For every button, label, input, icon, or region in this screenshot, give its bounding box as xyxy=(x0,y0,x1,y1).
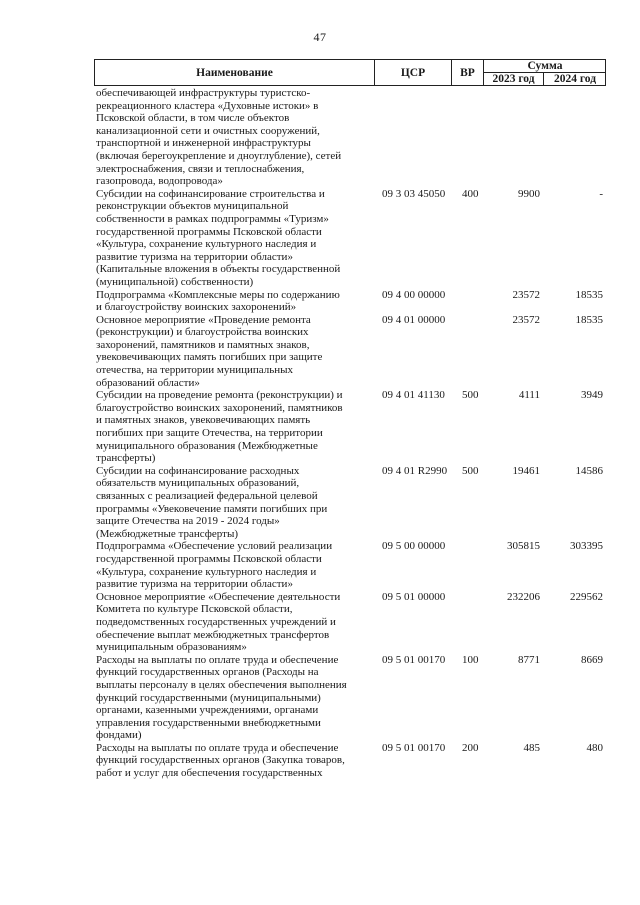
table-row xyxy=(94,540,606,590)
row-name-line: Подпрограмма «Обеспечение условий реализации xyxy=(96,540,333,553)
row-name-line: работ и услуг для обеспечения государственных xyxy=(96,767,323,780)
row-sum-2023: 19461 xyxy=(512,464,540,477)
row-vr: 100 xyxy=(462,653,479,666)
row-sum-2024: 480 xyxy=(586,741,603,754)
header-year-2023: 2023 год xyxy=(484,73,544,85)
row-sum-2024: - xyxy=(599,187,603,200)
row-name-line: Основное мероприятие «Обеспечение деятельности xyxy=(96,590,341,603)
row-csr: 09 5 00 00000 xyxy=(382,540,446,553)
row-name xyxy=(96,654,372,742)
row-name xyxy=(96,465,372,541)
row-name-line: погибших при защите Отечества, на территории xyxy=(96,427,323,440)
row-name-line: канализационной сети и очистных сооружений, xyxy=(96,124,320,137)
row-name-line: Комитета по культуре Псковской области, xyxy=(96,603,293,616)
row-name-line: развитие туризма на территории области» xyxy=(96,578,293,591)
row-name-line: Субсидии на проведение ремонта (реконструкции) и xyxy=(96,389,343,402)
row-csr: 09 5 01 00170 xyxy=(382,653,446,666)
table-row xyxy=(94,742,606,780)
table-header xyxy=(94,59,606,86)
row-sum-2024: 14586 xyxy=(575,464,603,477)
table-row xyxy=(94,314,606,390)
row-name-line: отечества, на территории муниципальных xyxy=(96,364,294,377)
row-vr: 400 xyxy=(462,187,479,200)
row-name-line: функций государственными (муниципальными) xyxy=(96,691,321,704)
row-vr: 500 xyxy=(462,464,479,477)
row-vr: 500 xyxy=(462,389,479,402)
row-name xyxy=(96,314,372,390)
table-row xyxy=(94,654,606,742)
row-name-line: (муниципальной) собственности) xyxy=(96,275,254,288)
row-name-line: (включая берегоукрепление и дноуглубление), сетей xyxy=(96,149,342,162)
row-csr: 09 4 00 00000 xyxy=(382,288,446,301)
row-name-line: обязательств муниципальных образований, xyxy=(96,477,300,490)
row-name-line: подведомственных государственных учреждений и xyxy=(96,615,336,628)
row-name-line: защите Отечества на 2019 - 2024 годы» xyxy=(96,515,280,528)
row-name-line: (Капитальные вложения в объекты государственной xyxy=(96,263,341,276)
row-name-line: увековечивающих память погибших при защите xyxy=(96,351,323,364)
header-name: Наименование xyxy=(95,60,375,85)
row-name-line: образований области» xyxy=(96,376,200,389)
row-name-line: Основное мероприятие «Проведение ремонта xyxy=(96,313,311,326)
row-name-line: Расходы на выплаты по оплате труда и обеспечение xyxy=(96,653,339,666)
row-sum-2024: 18535 xyxy=(575,288,603,301)
row-name-line: Субсидии на софинансирование строительства и xyxy=(96,187,325,200)
row-name-line: рекреационного кластера «Духовные истоки» в xyxy=(96,99,319,112)
row-name-line: и благоустройству воинских захоронений» xyxy=(96,301,297,314)
row-name-line: электроснабжения, связи и теплоснабжения, xyxy=(96,162,305,175)
row-sum-2023: 23572 xyxy=(512,313,540,326)
row-name-line: фондами) xyxy=(96,729,142,742)
row-name-line: собственности в рамках подпрограммы «Туризм» xyxy=(96,212,329,225)
row-sum-2023: 485 xyxy=(523,741,540,754)
row-name-line: связанных с реализацией федеральной целевой xyxy=(96,490,318,502)
row-name xyxy=(96,289,372,314)
row-sum-2024: 303395 xyxy=(570,540,603,553)
row-name-line: реконструкции объектов муниципальной xyxy=(96,200,289,213)
header-csr: ЦСР xyxy=(375,60,452,85)
row-name-line: управления государственными внебюджетными xyxy=(96,716,321,729)
row-sum-2023: 8771 xyxy=(518,653,540,666)
row-sum-2024: 229562 xyxy=(570,590,603,603)
row-name-line: трансферты) xyxy=(96,452,156,465)
row-name-line: (Межбюджетные трансферты) xyxy=(96,527,238,540)
page-number: 47 xyxy=(313,30,327,44)
row-sum-2024: 8669 xyxy=(581,653,603,666)
row-name-line: государственной программы Псковской области xyxy=(96,225,322,238)
row-csr: 09 4 01 41130 xyxy=(382,389,445,402)
row-name xyxy=(96,87,372,188)
header-vr: ВР xyxy=(452,60,484,85)
table-row xyxy=(94,591,606,654)
table-row xyxy=(94,188,606,289)
table-row xyxy=(94,289,606,314)
row-name-line: газопровода, водопровода» xyxy=(96,175,223,188)
row-name-line: функций государственных органов (Закупка товаров, xyxy=(96,754,345,767)
header-sum: Сумма xyxy=(484,60,606,73)
table-row xyxy=(94,389,606,465)
row-name-line: транспортной и инженерной инфраструктуры xyxy=(96,137,311,150)
row-vr: 200 xyxy=(462,741,479,754)
row-name-line: муниципального образования (Межбюджетные xyxy=(96,439,318,452)
row-sum-2024: 18535 xyxy=(575,313,603,326)
table-row xyxy=(94,87,606,188)
row-sum-2023: 9900 xyxy=(518,187,540,200)
row-csr: 09 4 01 R2990 xyxy=(382,464,448,477)
row-sum-2023: 305815 xyxy=(507,540,540,553)
row-name xyxy=(96,188,372,289)
row-sum-2023: 4111 xyxy=(518,389,540,402)
row-name xyxy=(96,591,372,654)
row-sum-2023: 232206 xyxy=(507,590,540,603)
row-name-line: органами, казенными учреждениями, органами xyxy=(96,704,319,717)
row-name-line: государственной программы Псковской области xyxy=(96,552,322,565)
row-name-line: Псковской области, в том числе объектов xyxy=(96,112,290,125)
row-name xyxy=(96,742,372,780)
row-name-line: программы «Увековечение памяти погибших при xyxy=(96,502,328,515)
row-name-line: развитие туризма на территории области» xyxy=(96,250,293,263)
row-sum-2023: 23572 xyxy=(512,288,540,301)
header-year-2024: 2024 год xyxy=(553,73,597,85)
row-csr: 09 4 01 00000 xyxy=(382,313,446,326)
row-name-line: обеспечивающей инфраструктуры туристско- xyxy=(96,87,311,99)
row-name-line: Подпрограмма «Комплексные меры по содержанию xyxy=(96,288,340,301)
row-name-line: Расходы на выплаты по оплате труда и обеспечение xyxy=(96,741,339,754)
row-sum-2024: 3949 xyxy=(581,389,603,402)
row-name-line: муниципальным образованиям» xyxy=(96,641,247,654)
row-name-line: выплаты персоналу в целях обеспечения выполнения xyxy=(96,678,347,691)
table-row xyxy=(94,465,606,541)
row-name-line: «Культура, сохранение культурного наследия и xyxy=(96,238,317,251)
table-body xyxy=(94,87,606,780)
row-name xyxy=(96,389,372,465)
row-name-line: обеспечение выплат межбюджетных трансфертов xyxy=(96,628,330,641)
row-name-line: (реконструкции) и благоустройства воинских xyxy=(96,326,309,339)
row-name-line: благоустройство воинских захоронений, памятников xyxy=(96,401,343,414)
row-name-line: функций государственных органов (Расходы на xyxy=(96,666,319,679)
row-name-line: и памятных знаков, увековечивающих память xyxy=(96,414,311,427)
row-csr: 09 5 01 00000 xyxy=(382,590,446,603)
row-name xyxy=(96,540,372,590)
row-csr: 09 5 01 00170 xyxy=(382,741,446,754)
row-name-line: Субсидии на софинансирование расходных xyxy=(96,464,300,477)
row-csr: 09 3 03 45050 xyxy=(382,187,446,200)
row-name-line: «Культура, сохранение культурного наследия и xyxy=(96,565,317,578)
row-name-line: захоронений, памятников и памятных знаков, xyxy=(96,338,310,351)
